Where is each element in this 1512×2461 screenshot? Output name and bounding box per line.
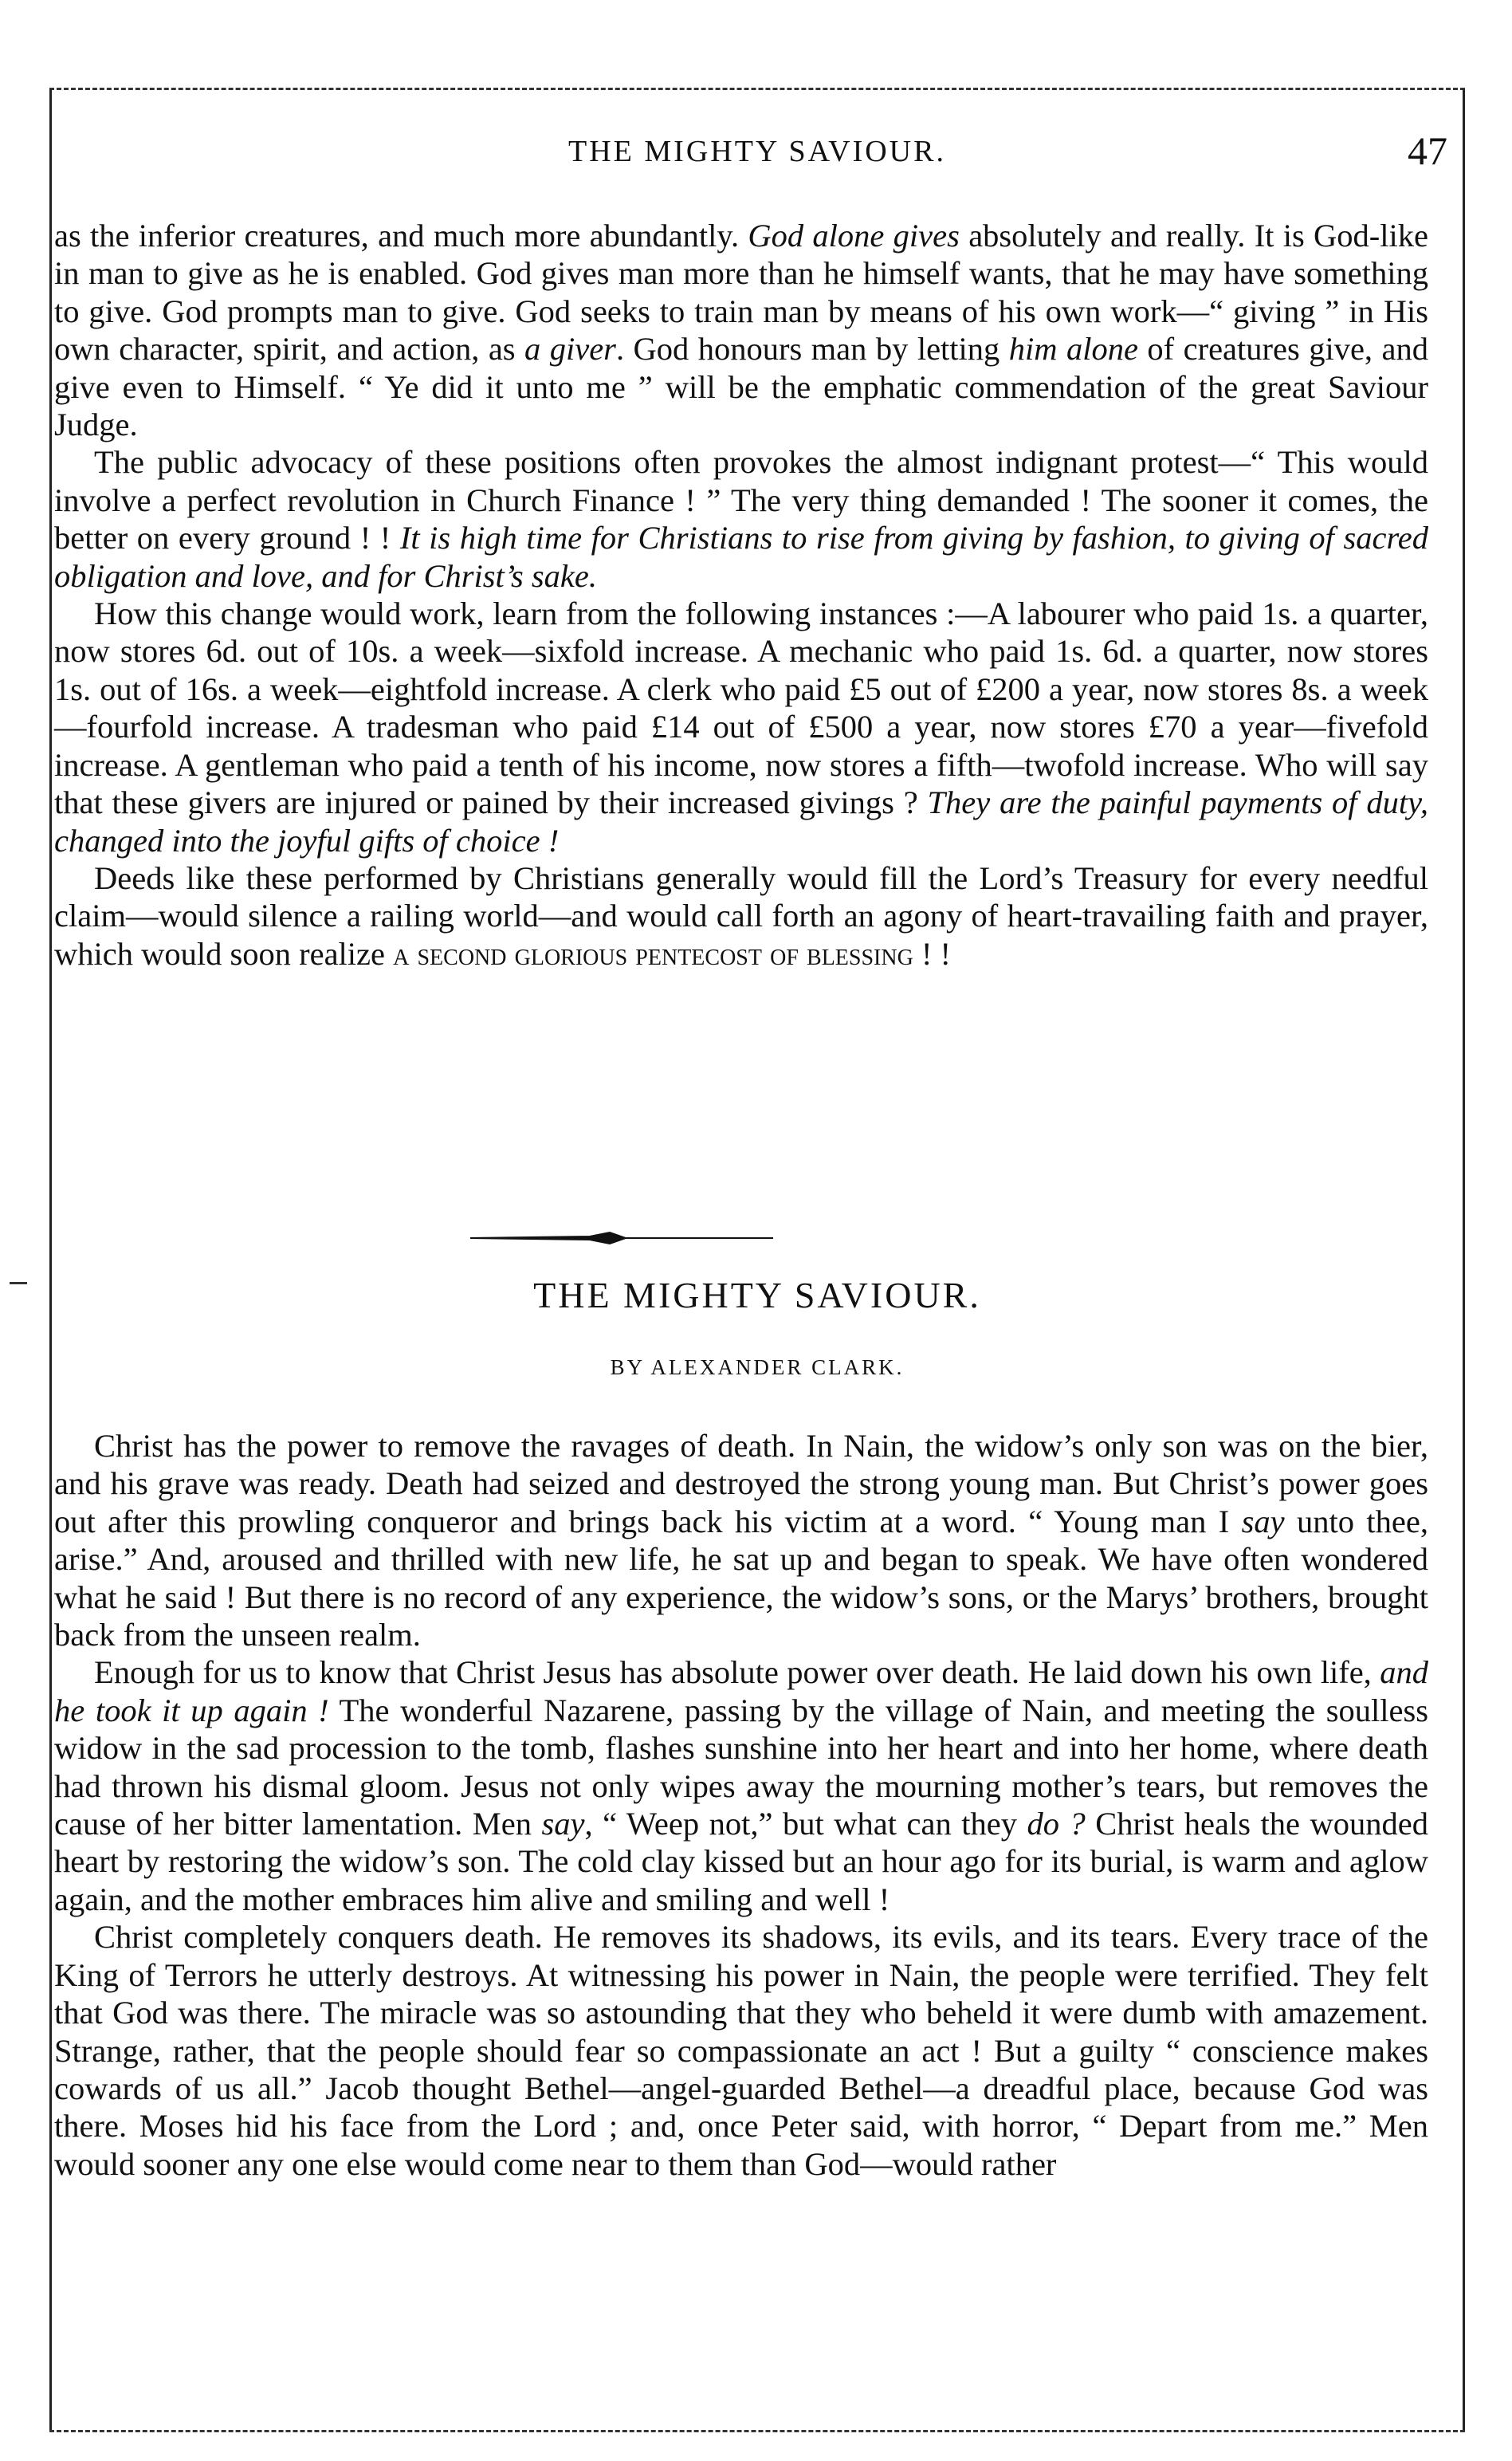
smallcaps-run: a second glorious pentecost of blessing ! !: [393, 935, 952, 972]
italic-run: a giver: [524, 331, 616, 368]
italic-run: say: [541, 1806, 585, 1842]
text-run: How this change would work, learn from the following instances :—A labourer who paid 1s. a quarter, now stores 6d. out of 10s. a week—sixfold increase. A mechanic who paid 1s. 6d. a quarter, now stores 1s. out of 16s. a week—eightfold increase. A clerk who paid £5 out of £200 a year, now stores 8s. a week—fourfold increase. A tradesman who paid £14 out of £500 a year, now stores £70 a year—fivefold increase. A gentleman who paid a tenth of his income, now stores a fifth—twofold increase. Who will say that these givers are injured or pained by their increased givings ?: [54, 596, 1428, 821]
text-run: The wonderful Nazarene, passing by the village of Nain, and meeting the soulless widow in the sad procession to the tomb, flashes sunshine into her heart and into her home, where death had thrown his dismal gloom. Jesus not only wipes away the mourning mother’s tears, but removes the cause of her bitter lamentation. Men: [54, 1692, 1428, 1842]
paragraph-3: [54, 595, 1428, 859]
text-run: unto thee, arise.” And, aroused and thrilled with new life, he sat up and began to speak. We have often wondered what he said ! But there is no record of any experience, the widow’s sons, or the Marys’ brothers, brought back from the unseen realm.: [54, 1503, 1428, 1653]
text-run: Enough for us to know that Christ Jesus has absolute power over death. He laid down his own life,: [94, 1654, 1380, 1691]
italic-run: God alone gives: [748, 218, 960, 254]
article-paragraph-3: [54, 1918, 1428, 2183]
text-run: Christ completely conquers death. He removes its shadows, its evils, and its tears. Every trace of the King of Terrors he utterly destroys. At witnessing his power in Nain, the people were terrified. They felt that God was there. The miracle was so astounding that they who beheld it were dumb with amazement. Strange, rather, that the people should fear so compassionate an act ! But a guilty “ conscience makes cowards of us all.” Jacob thought Bethel—angel-guarded Bethel—a dreadful place, because God was there. Moses hid his face from the Lord ; and, once Peter said, with horror, “ Depart from me.” Men would sooner any one else would come near to them than God—would rather: [54, 1919, 1428, 2182]
italic-run: It is high time for Christians to rise from giving by fashion, to giving of sacred obligation and love, and for Christ’s sake.: [54, 520, 1428, 594]
bottom-rule: [49, 2430, 1465, 2432]
text-run: , “ Weep not,” but what can they: [584, 1806, 1027, 1842]
text-run: Christ has the power to remove the ravages of death. In Nain, the widow’s only son was on the bier, and his grave was ready. Death had seized and destroyed the strong young man. But Christ’s power goes out after this prowling conqueror and brings back his victim at a word. “ Young man I: [54, 1428, 1428, 1539]
paragraph-1: [54, 217, 1428, 443]
page-number: 47: [1408, 128, 1447, 173]
italic-run: and he took it up again !: [54, 1654, 1428, 1728]
running-title: THE MIGHTY SAVIOUR.: [568, 135, 946, 168]
article-body: [54, 1427, 1428, 2183]
italic-run: say: [1241, 1503, 1285, 1539]
section-divider-ornament: [470, 1230, 773, 1246]
paragraph-2: [54, 443, 1428, 595]
text-run: as the inferior creatures, and much more abundantly.: [54, 218, 748, 254]
paragraph-4: [54, 859, 1428, 973]
article-byline: BY ALEXANDER CLARK.: [610, 1355, 905, 1379]
text-run: Deeds like these performed by Christians generally would fill the Lord’s Treasury for every needful claim—would silence a railing world—and would call forth an agony of heart-travailing faith and prayer, which would soon realize: [54, 859, 1428, 972]
text-run: of creatures give, and give even to Himself. “ Ye did it unto me ” will be the emphatic commendation of the great Saviour Judge.: [54, 331, 1428, 443]
italic-run: him alone: [1008, 331, 1138, 368]
text-run: The public advocacy of these positions often provokes the almost indignant protest—“ This would involve a perfect revolution in Church Finance ! ” The very thing demanded ! The sooner it comes, the better on every ground ! !: [54, 444, 1428, 556]
article-paragraph-2: [54, 1653, 1428, 1918]
running-head: [49, 128, 1465, 183]
italic-run: They are the painful payments of duty, changed into the joyful gifts of choice !: [54, 784, 1428, 859]
article-paragraph-1: [54, 1427, 1428, 1653]
italic-run: do ?: [1027, 1806, 1086, 1842]
text-run: absolutely and really. It is God-like in man to give as he is enabled. God gives man more than he himself wants, that he may have something to give. God prompts man to give. God seeks to train man by means of his own work—“ giving ” in His own character, spirit, and action, as: [54, 218, 1428, 368]
article-title: THE MIGHTY SAVIOUR.: [533, 1275, 981, 1315]
margin-mark: [10, 1282, 27, 1284]
text-run: Christ heals the wounded heart by restoring the widow’s son. The cold clay kissed but an hour ago for its burial, is warm and aglow again, and the mother embraces him alive and smiling and well !: [54, 1806, 1428, 1917]
section-giving: [54, 217, 1428, 973]
text-run: . God honours man by letting: [615, 331, 1009, 368]
